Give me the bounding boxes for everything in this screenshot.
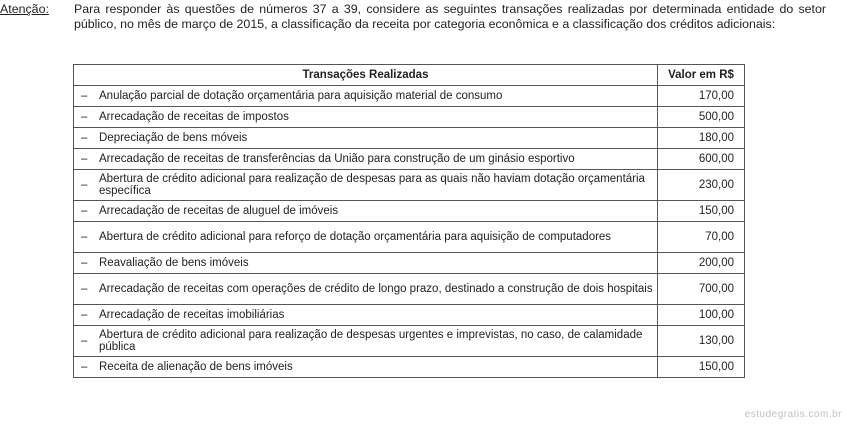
table-row: [74, 86, 745, 107]
transaction-description: [74, 274, 658, 305]
transaction-description: [74, 170, 658, 201]
attention-label: Atenção:: [0, 2, 49, 16]
table-row: [74, 357, 745, 378]
instruction-paragraph: [0, 2, 847, 50]
dash-marker: –: [81, 132, 88, 144]
description-text: Abertura de crédito adicional para reforço de dotação orçamentária para aquisição de computadores: [99, 231, 612, 243]
transaction-description: [74, 253, 658, 274]
transaction-value: 180,00: [658, 128, 745, 149]
dash-marker: –: [81, 153, 88, 165]
header-transactions: Transações Realizadas: [74, 65, 658, 86]
transaction-value: 700,00: [658, 274, 745, 305]
table-row: [74, 222, 745, 253]
instruction-text: Para responder às questões de números 37 a 39, considere as seguintes transações realizadas por determinada entidade do setor público, no mês de março de 2015, a classificação da receita por categoria econômica e a classificação dos créditos adicionais:: [74, 2, 826, 31]
transaction-value: 150,00: [658, 201, 745, 222]
dash-marker: –: [81, 231, 88, 243]
table-row: [74, 170, 745, 201]
table-row: [74, 107, 745, 128]
description-text: Depreciação de bens móveis: [99, 132, 248, 144]
transaction-description: [74, 149, 658, 170]
transaction-description: [74, 326, 658, 357]
description-text: Arrecadação de receitas com operações de crédito de longo prazo, destinado a construção de dois hospitais: [99, 283, 653, 295]
description-text: Arrecadação de receitas de impostos: [99, 111, 289, 123]
dash-marker: –: [81, 309, 88, 321]
transaction-value: 170,00: [658, 86, 745, 107]
table-row: [74, 253, 745, 274]
transaction-value: 70,00: [658, 222, 745, 253]
table-row: [74, 201, 745, 222]
transaction-value: 500,00: [658, 107, 745, 128]
description-text: Arrecadação de receitas de aluguel de imóveis: [99, 205, 339, 217]
description-text: Reavaliação de bens imóveis: [99, 257, 249, 269]
dash-marker: –: [81, 361, 88, 373]
description-text: Arrecadação de receitas imobiliárias: [99, 309, 285, 321]
dash-marker: –: [81, 205, 88, 217]
description-text: Abertura de crédito adicional para realização de despesas para as quais não haviam dotação orçamentária específica: [99, 173, 645, 197]
transaction-value: 600,00: [658, 149, 745, 170]
transaction-value: 130,00: [658, 326, 745, 357]
table-row: [74, 128, 745, 149]
description-text: Abertura de crédito adicional para realização de despesas urgentes e imprevistas, no caso, de calamidade pública: [99, 329, 643, 353]
dash-marker: –: [81, 111, 88, 123]
dash-marker: –: [81, 335, 88, 347]
transaction-description: [74, 128, 658, 149]
transactions-table: [73, 64, 745, 378]
table-row: [74, 274, 745, 305]
dash-marker: –: [81, 90, 88, 102]
watermark: estudegratis.com.br: [744, 409, 842, 420]
transaction-value: 100,00: [658, 305, 745, 326]
table-header-row: [74, 65, 745, 86]
transaction-description: [74, 222, 658, 253]
description-text: Anulação parcial de dotação orçamentária para aquisição material de consumo: [99, 90, 503, 102]
dash-marker: –: [81, 179, 88, 191]
transaction-value: 230,00: [658, 170, 745, 201]
transaction-description: [74, 357, 658, 378]
dash-marker: –: [81, 257, 88, 269]
table-row: [74, 305, 745, 326]
transaction-description: [74, 305, 658, 326]
table-row: [74, 326, 745, 357]
description-text: Receita de alienação de bens imóveis: [99, 361, 293, 373]
description-text: Arrecadação de receitas de transferências da União para construção de um ginásio esportivo: [99, 153, 575, 165]
transaction-description: [74, 107, 658, 128]
transaction-description: [74, 201, 658, 222]
dash-marker: –: [81, 283, 88, 295]
header-value: Valor em R$: [658, 65, 745, 86]
transaction-value: 150,00: [658, 357, 745, 378]
transaction-description: [74, 86, 658, 107]
transaction-value: 200,00: [658, 253, 745, 274]
table-row: [74, 149, 745, 170]
